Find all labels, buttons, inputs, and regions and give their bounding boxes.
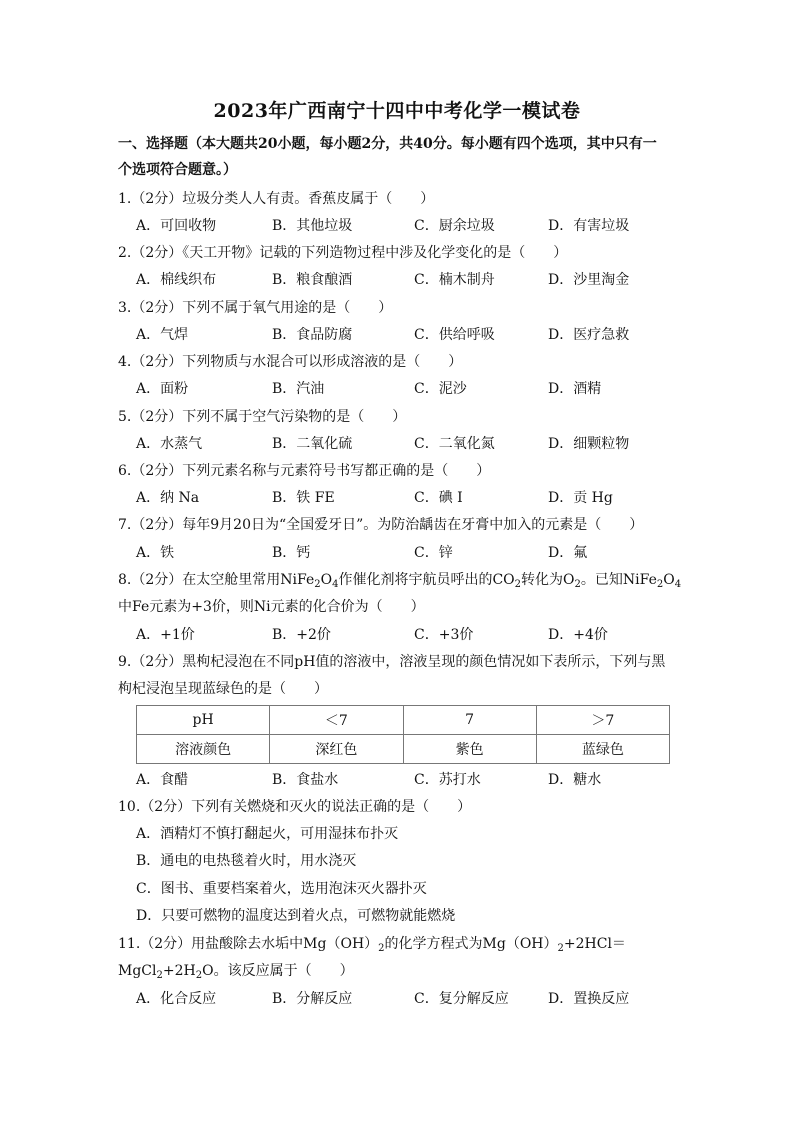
- section-heading-line1: 一、选择题（本大题共20小题，每小题2分，共40分。每小题有四个选项，其中只有一: [118, 136, 657, 152]
- table-cell: pH: [137, 706, 270, 735]
- option-d: D．贡 Hg: [548, 490, 613, 506]
- question-11-stem-line2: $MgCl_2+2H_2O$。该反应属于（ ）: [118, 963, 354, 981]
- table-cell: 溶液颜色: [137, 735, 270, 764]
- table-cell: 7: [403, 706, 536, 735]
- table-cell: 深红色: [270, 735, 403, 764]
- option-a: A．面粉: [136, 381, 189, 397]
- option-a: A．铁: [136, 545, 175, 561]
- option-d: D．细颗粒物: [548, 436, 630, 452]
- question-3-stem: 3.（2分）下列不属于氧气用途的是（ ）: [118, 300, 393, 316]
- table-cell: ＞7: [536, 706, 669, 735]
- question-10-option-c: C．图书、重要档案着火，选用泡沫灭火器扑灭: [136, 881, 427, 897]
- question-5-stem: 5.（2分）下列不属于空气污染物的是（ ）: [118, 409, 407, 425]
- option-a: A．纳 Na: [136, 490, 200, 506]
- option-d: D．糖水: [548, 772, 602, 788]
- option-b: B．食品防腐: [272, 327, 353, 343]
- option-d: D．医疗急救: [548, 327, 630, 343]
- option-c: C．碘 I: [414, 490, 463, 506]
- question-10-option-b: B．通电的电热毯着火时，用水浇灭: [136, 853, 357, 869]
- option-b: B．其他垃圾: [272, 218, 353, 234]
- question-11-stem-line1: 11.（2分）用盐酸除去水垢中$Mg(OH)_2$的化学方程式为$Mg(OH)_2+2HCl=$: [118, 936, 626, 954]
- option-a: A．气焊: [136, 327, 189, 343]
- option-b: B．钙: [272, 545, 311, 561]
- section-heading-line2: 个选项符合题意。）: [118, 162, 237, 178]
- option-b: B．铁 FE: [272, 490, 335, 506]
- option-c: C．+3价: [414, 627, 474, 643]
- option-d: D．氟: [548, 545, 588, 561]
- option-c: C．苏打水: [414, 772, 481, 788]
- question-8-stem-line1: 8.（2分）在太空舱里常用$NiFe_2O_4$作催化剂将宇航员呼出的$CO_2$转化为$O_2$。已知$NiFe_2O_4$: [118, 572, 682, 590]
- option-a: A．水蒸气: [136, 436, 203, 452]
- table-cell: 蓝绿色: [536, 735, 669, 764]
- question-10-stem: 10.（2分）下列有关燃烧和灭火的说法正确的是（ ）: [118, 799, 472, 815]
- option-c: C．锌: [414, 545, 453, 561]
- option-b: B．+2价: [272, 627, 331, 643]
- question-10-option-a: A．酒精灯不慎打翻起火，可用湿抹布扑灭: [136, 826, 399, 842]
- question-7-stem: 7.（2分）每年9月20日为“全国爱牙日”。为防治龋齿在牙膏中加入的元素是（ ）: [118, 517, 644, 533]
- option-a: A．+1价: [136, 627, 195, 643]
- option-a: A．化合反应: [136, 991, 217, 1007]
- option-d: D．酒精: [548, 381, 602, 397]
- option-b: B．汽油: [272, 381, 325, 397]
- option-b: B．分解反应: [272, 991, 353, 1007]
- option-d: D．沙里淘金: [548, 272, 630, 288]
- table-cell: 紫色: [403, 735, 536, 764]
- option-a: A．棉线织布: [136, 272, 217, 288]
- question-6-stem: 6.（2分）下列元素名称与元素符号书写都正确的是（ ）: [118, 463, 491, 479]
- table-cell: ＜7: [270, 706, 403, 735]
- option-d: D．有害垃圾: [548, 218, 630, 234]
- question-9-stem-line2: 枸杞浸泡呈现蓝绿色的是（ ）: [118, 681, 328, 697]
- option-b: B．粮食酿酒: [272, 272, 353, 288]
- question-1-stem: 1.（2分）垃圾分类人人有责。香蕉皮属于（ ）: [118, 191, 435, 207]
- option-d: D．+4价: [548, 627, 608, 643]
- option-a: A．食醋: [136, 772, 189, 788]
- option-d: D．置换反应: [548, 991, 630, 1007]
- question-9-stem-line1: 9.（2分）黑枸杞浸泡在不同pH值的溶液中，溶液呈现的颜色情况如下表所示，下列与黑: [118, 654, 666, 670]
- question-2-stem: 2.（2分）《天工开物》记载的下列造物过程中涉及化学变化的是（ ）: [118, 245, 568, 261]
- option-c: C．楠木制舟: [414, 272, 495, 288]
- option-b: B．二氧化硫: [272, 436, 353, 452]
- ph-color-table: [136, 705, 670, 764]
- option-c: C．泥沙: [414, 381, 467, 397]
- table-row: [137, 706, 670, 735]
- option-b: B．食盐水: [272, 772, 339, 788]
- question-4-stem: 4.（2分）下列物质与水混合可以形成溶液的是（ ）: [118, 354, 463, 370]
- option-c: C．厨余垃圾: [414, 218, 495, 234]
- option-c: C．供给呼吸: [414, 327, 495, 343]
- option-a: A．可回收物: [136, 218, 217, 234]
- table-row: [137, 735, 670, 764]
- question-10-option-d: D．只要可燃物的温度达到着火点，可燃物就能燃烧: [136, 908, 456, 924]
- page-title: 2023年广西南宁十四中中考化学一模试卷: [213, 100, 581, 122]
- option-c: C．复分解反应: [414, 991, 509, 1007]
- question-8-stem-line2: 中Fe元素为+3价，则Ni元素的化合价为（ ）: [118, 599, 425, 615]
- option-c: C．二氧化氮: [414, 436, 495, 452]
